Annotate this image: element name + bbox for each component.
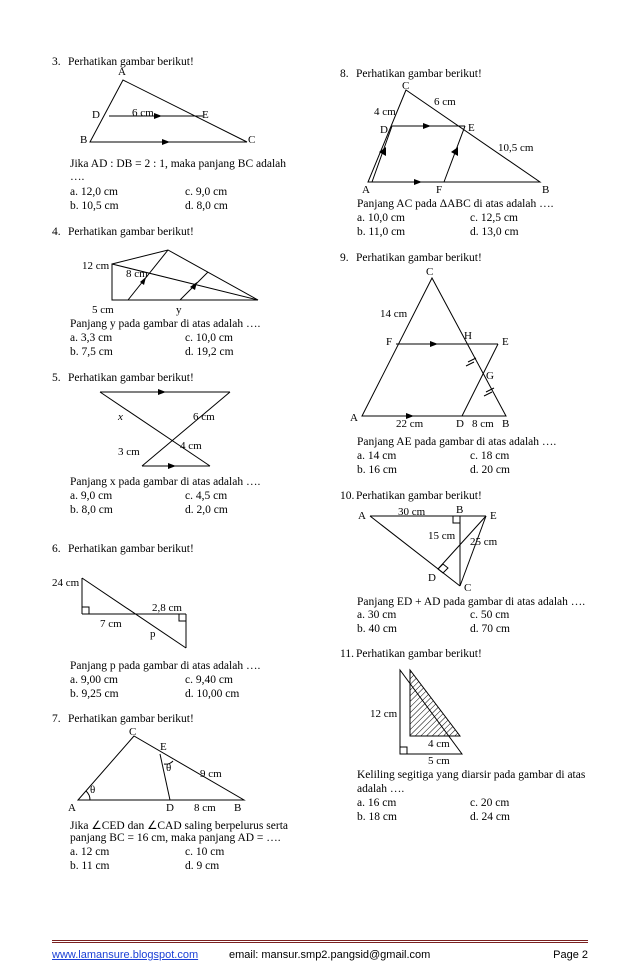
question-number: 9. (340, 252, 349, 264)
question-text: Panjang AE pada gambar di atas adalah …. (357, 436, 557, 448)
right-angle-mark (82, 607, 89, 614)
question-text: Panjang y pada gambar di atas adalah …. (70, 318, 261, 330)
label-30cm: 30 cm (398, 506, 426, 518)
parallel-arrow (430, 341, 438, 347)
label-e: E (468, 122, 475, 134)
question-number: 10. (340, 490, 355, 502)
option-a: a. 16 cm (357, 797, 397, 809)
label-a: A (68, 802, 76, 814)
label-a: A (350, 412, 358, 424)
option-a: a. 9,00 cm (70, 674, 118, 686)
parallel-arrow (379, 147, 386, 156)
label-14cm: 14 cm (380, 308, 408, 320)
label-4cm: 4 cm (374, 106, 396, 118)
option-b: b. 7,5 cm (70, 346, 113, 358)
option-a: a. 12 cm (70, 846, 110, 858)
question-prompt: Perhatikan gambar berikut! (68, 713, 194, 725)
parallel-arrow (154, 113, 162, 119)
label-de: 6 cm (132, 107, 154, 119)
equal-tick (484, 392, 492, 396)
label-c: C (426, 266, 434, 278)
label-8cm: 8 cm (126, 268, 148, 280)
figure-q9 (348, 266, 548, 429)
figure-q10 (356, 506, 556, 599)
option-b: b. 18 cm (357, 811, 397, 823)
label-e: E (202, 109, 209, 121)
label-10-5cm: 10,5 cm (498, 142, 534, 154)
right-angle-mark (400, 747, 407, 754)
option-c: c. 18 cm (470, 450, 510, 462)
right-angle-mark (438, 564, 448, 573)
option-d: d. 13,0 cm (470, 226, 519, 238)
option-d: d. 8,0 cm (185, 200, 228, 212)
label-5cm: 5 cm (428, 755, 450, 767)
label-y: y (176, 304, 182, 316)
label-c: C (402, 80, 410, 92)
option-d: d. 24 cm (470, 811, 510, 823)
figure-q6 (52, 572, 252, 655)
option-a: a. 14 cm (357, 450, 397, 462)
question-number: 3. (52, 56, 61, 68)
option-a: a. 10,0 cm (357, 212, 405, 224)
label-7cm: 7 cm (100, 618, 122, 630)
label-24cm: 24 cm (52, 577, 80, 589)
label-x: x (118, 411, 123, 423)
label-c: C (464, 582, 472, 594)
option-d: d. 2,0 cm (185, 504, 228, 516)
label-b: B (80, 134, 88, 146)
right-angle-mark (179, 614, 186, 621)
right-angle-mark (453, 516, 460, 523)
question-number: 6. (52, 543, 61, 555)
option-a: a. 12,0 cm (70, 186, 118, 198)
question-prompt: Perhatikan gambar berikut! (68, 226, 194, 238)
label-c: C (129, 726, 137, 738)
option-c: c. 10,0 cm (185, 332, 233, 344)
label-a: A (362, 184, 370, 196)
label-d: D (166, 802, 174, 814)
label-d: D (92, 109, 100, 121)
question-prompt: Perhatikan gambar berikut! (356, 648, 482, 660)
label-b: B (234, 802, 242, 814)
option-c: c. 50 cm (470, 609, 510, 621)
question-number: 11. (340, 648, 354, 660)
option-b: b. 8,0 cm (70, 504, 113, 516)
option-c: c. 4,5 cm (185, 490, 228, 502)
label-4cm: 4 cm (428, 738, 450, 750)
parallel-arrow (168, 463, 176, 469)
label-e: E (490, 510, 497, 522)
option-b: b. 11,0 cm (357, 226, 406, 238)
label-5cm: 5 cm (92, 304, 114, 316)
label-f: F (436, 184, 443, 196)
label-9cm: 9 cm (200, 768, 222, 780)
label-12cm: 12 cm (370, 708, 398, 720)
figure-q11 (366, 666, 506, 769)
question-text: Jika AD : DB = 2 : 1, maka panjang BC adalah (70, 158, 287, 170)
option-b: b. 16 cm (357, 464, 397, 476)
label-d: D (380, 124, 388, 136)
option-c: c. 10 cm (185, 846, 225, 858)
question-number: 8. (340, 68, 349, 80)
label-c: C (248, 134, 256, 146)
question-prompt: Perhatikan gambar berikut! (356, 252, 482, 264)
option-b: b. 9,25 cm (70, 688, 119, 700)
question-number: 4. (52, 226, 61, 238)
triangle-abc (90, 80, 247, 142)
label-theta-a: θ (90, 784, 96, 796)
page-number: Page 2 (553, 949, 588, 961)
option-c: c. 9,0 cm (185, 186, 228, 198)
label-2-8cm: 2,8 cm (152, 602, 182, 614)
figure-q3 (80, 66, 280, 153)
label-h: H (464, 330, 472, 342)
question-prompt: Perhatikan gambar berikut! (356, 490, 482, 502)
option-d: d. 19,2 cm (185, 346, 234, 358)
option-b: b. 40 cm (357, 623, 397, 635)
question-number: 7. (52, 713, 61, 725)
option-c: c. 20 cm (470, 797, 510, 809)
option-b: b. 11 cm (70, 860, 110, 872)
figure-q7 (64, 726, 264, 815)
label-d: D (428, 572, 436, 584)
label-a: A (118, 66, 126, 78)
label-6cm: 6 cm (193, 411, 215, 423)
label-f: F (386, 336, 393, 348)
label-d: D (456, 418, 464, 430)
figure-q5 (100, 390, 250, 473)
equal-tick (466, 362, 474, 366)
segment-ac (370, 516, 460, 586)
segment-ec (460, 516, 486, 586)
segment-de (160, 754, 170, 800)
question-text: adalah …. (357, 783, 405, 795)
question-text: Panjang AC pada ΔABC di atas adalah …. (357, 198, 554, 210)
blog-link[interactable]: www.lamansure.blogspot.com (52, 949, 199, 961)
parallel-arrow (158, 389, 166, 395)
figure-q8 (356, 80, 556, 196)
question-text: Panjang p pada gambar di atas adalah …. (70, 660, 261, 672)
option-b: b. 10,5 cm (70, 200, 119, 212)
label-22cm: 22 cm (396, 418, 424, 430)
label-8cm: 8 cm (472, 418, 494, 430)
option-d: d. 20 cm (470, 464, 510, 476)
question-text: Panjang x pada gambar di atas adalah …. (70, 476, 261, 488)
label-b: B (502, 418, 510, 430)
question-text: Keliling segitiga yang diarsir pada gambar di atas (357, 769, 586, 781)
question-prompt: Perhatikan gambar berikut! (68, 543, 194, 555)
option-a: a. 30 cm (357, 609, 397, 621)
label-theta-e: θ (166, 762, 172, 774)
page-footer (52, 940, 588, 963)
label-e: E (502, 336, 509, 348)
option-d: d. 9 cm (185, 860, 220, 872)
question-text: Panjang ED + AD pada gambar di atas adalah …. (357, 596, 586, 608)
label-a: A (358, 510, 366, 522)
label-8cm: 8 cm (194, 802, 216, 814)
option-a: a. 9,0 cm (70, 490, 113, 502)
question-prompt: Perhatikan gambar berikut! (356, 68, 482, 80)
label-g: G (486, 370, 494, 382)
label-12cm: 12 cm (82, 260, 110, 272)
option-c: c. 9,40 cm (185, 674, 233, 686)
question-prompt: Perhatikan gambar berikut! (68, 56, 194, 68)
question-prompt: Perhatikan gambar berikut! (68, 372, 194, 384)
parallel-arrow (414, 179, 422, 185)
label-b: B (456, 504, 464, 516)
question-number: 5. (52, 372, 61, 384)
label-4cm: 4 cm (180, 440, 202, 452)
figure-q4 (80, 244, 280, 327)
option-d: d. 70 cm (470, 623, 510, 635)
label-p: p (150, 628, 156, 640)
footer-email: email: mansur.smp2.pangsid@gmail.com (229, 949, 431, 961)
parallel-arrow (162, 139, 170, 145)
option-d: d. 10,00 cm (185, 688, 240, 700)
label-25cm: 25 cm (470, 536, 498, 548)
shaded-triangle (410, 670, 460, 736)
option-a: a. 3,3 cm (70, 332, 113, 344)
label-3cm: 3 cm (118, 446, 140, 458)
label-15cm: 15 cm (428, 530, 456, 542)
option-c: c. 12,5 cm (470, 212, 518, 224)
label-6cm: 6 cm (434, 96, 456, 108)
parallel-arrow (423, 123, 431, 129)
equal-tick (468, 358, 476, 362)
question-text: Jika ∠CED dan ∠CAD saling berpelurus serta (70, 820, 288, 832)
label-b: B (542, 184, 550, 196)
question-text: …. (70, 171, 85, 183)
question-text: panjang BC = 16 cm, maka panjang AD = …. (70, 832, 281, 844)
label-e: E (160, 741, 167, 753)
